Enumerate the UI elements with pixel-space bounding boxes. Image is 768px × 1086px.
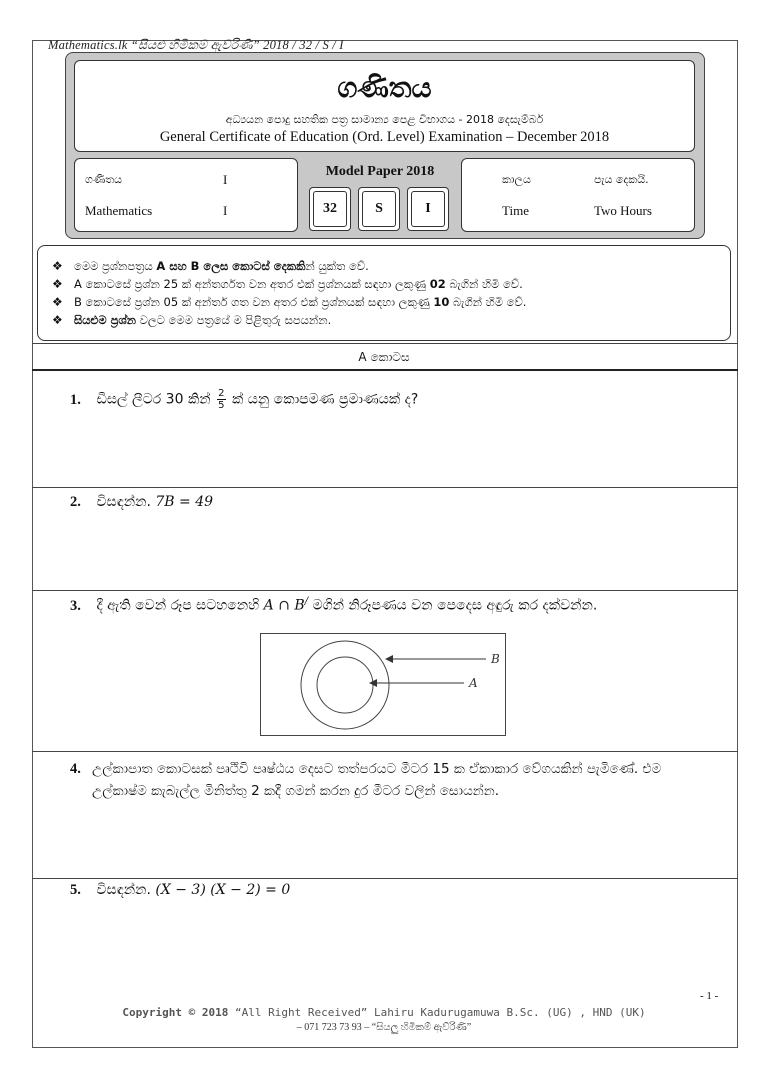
paper-part-box: [407, 187, 449, 231]
paper-code-box: [309, 187, 351, 231]
question-3: 3. දී ඇති වෙන් රූප සටහනෙහි A ∩ B/ මගින් නිරූපණය වන පෙදෙස අඳුරු කර දක්වන්න.: [70, 596, 598, 614]
model-paper-title: Model Paper 2018: [325, 164, 435, 179]
question-1: 1. ඩීසල් ලීටර 30 කින් $\frac{2}{5}$ ක් යනු කොපමණ ප්‍රමාණයක් ද?: [70, 388, 419, 411]
diamond-bullet-icon: ❖: [52, 313, 63, 327]
subject-value-si: I: [223, 172, 228, 187]
instructions-box: [37, 245, 731, 341]
divider: [32, 487, 738, 488]
contact-line: – 071 723 73 93 – “සියලු හිමිකම් ඇව්රිණි”: [296, 1022, 472, 1033]
question-5: 5. විසඳන්න. (X − 3) (X − 2) = 0: [70, 882, 291, 898]
time-label-si: කාලය: [502, 173, 531, 186]
subject-label-si: ගණිතය: [85, 173, 123, 186]
instruction-item: ❖ B කොටසේ ප්‍රශ්න 05 ක් අන්තර් ගත වන අතර එක් ප්‍රශ්නයක් සඳහා ලකුණු 10 බැගින් හිමි වේ.: [52, 295, 527, 309]
page-title: ගණිතය: [337, 71, 432, 104]
time-label-en: Time: [502, 203, 529, 218]
copyright-line: Copyright © 2018 “All Right Received” Lahiru Kadurugamuwa B.Sc. (UG) , HND (UK): [122, 1006, 646, 1019]
exam-title-english: General Certificate of Education (Ord. Level) Examination – December 2018: [159, 129, 610, 145]
question-4: 4. උල්කාපාත කොටසක් පෘථිවි පෘෂ්ඨය දෙසට තත්පරයට මීටර 15 ක ඒකාකාර වේගයකින් පැමිණේ. එම: [70, 761, 662, 777]
set-b-circle: [301, 641, 389, 729]
question-2: 2. විසඳන්න. 7B = 49: [70, 494, 214, 510]
diamond-bullet-icon: ❖: [52, 277, 63, 291]
diamond-bullet-icon: ❖: [52, 295, 63, 309]
venn-label-b: B: [491, 652, 500, 666]
time-box: [461, 158, 695, 232]
title-box: [74, 60, 695, 152]
page-number: - 1 -: [700, 990, 719, 1002]
header-note: Mathematics.lk “සියළු හිමිකම් ඇව්රිණි” 2018 / 32 / S / I: [48, 38, 344, 52]
instruction-item: ❖ මෙම ප්‍රශ්නපත්‍රය A සහ B ලෙස කොටස් දෙකකින් යුක්ත වේ.: [52, 259, 369, 273]
set-a-circle: [317, 657, 373, 713]
venn-svg: [260, 633, 506, 736]
part-a-heading: A කොටස: [358, 350, 410, 364]
fraction: $\frac{2}{5}$: [218, 388, 225, 411]
venn-label-a: A: [469, 676, 478, 690]
paper-medium: S: [362, 191, 396, 227]
paper-part: I: [411, 191, 445, 227]
divider: [32, 369, 738, 371]
question-4-line-2: උල්කාෂ්ම කැබැල්ල මිනිත්තු 2 කදී ගමන් කරන දුර මීටර වලින් සොයන්න.: [92, 783, 499, 799]
venn-diagram: [260, 633, 506, 736]
divider: [32, 590, 738, 591]
paper-code: 32: [313, 191, 347, 227]
instruction-item: ❖ A කොටසේ ප්‍රශ්න 25 ක් අන්තර්ගත වන අතර එක් ප්‍රශ්නයක් සඳහා ලකුණු 02 බැගින් හිමි වේ.: [52, 277, 523, 291]
subject-value-en: I: [223, 203, 228, 218]
time-value-en: Two Hours: [594, 203, 652, 218]
diamond-bullet-icon: ❖: [52, 259, 63, 273]
subject-label-en: Mathematics: [85, 203, 153, 218]
instruction-item: ❖ සියළුම ප්‍රශ්න වලට මෙම පත්‍රයේ ම පිළිතුරු සපයන්න.: [52, 313, 332, 327]
paper-medium-box: [358, 187, 400, 231]
divider: [32, 751, 738, 752]
divider: [32, 343, 738, 344]
time-value-si: පැය දෙකයි.: [594, 173, 649, 186]
subject-box: [74, 158, 298, 232]
divider: [32, 878, 738, 879]
exam-title-sinhala: අධ්‍යයන පොදු සහතික පත්‍ර සාමාන්‍ය පෙළ විභාගය - 2018 දෙසැම්බර්: [225, 113, 544, 126]
